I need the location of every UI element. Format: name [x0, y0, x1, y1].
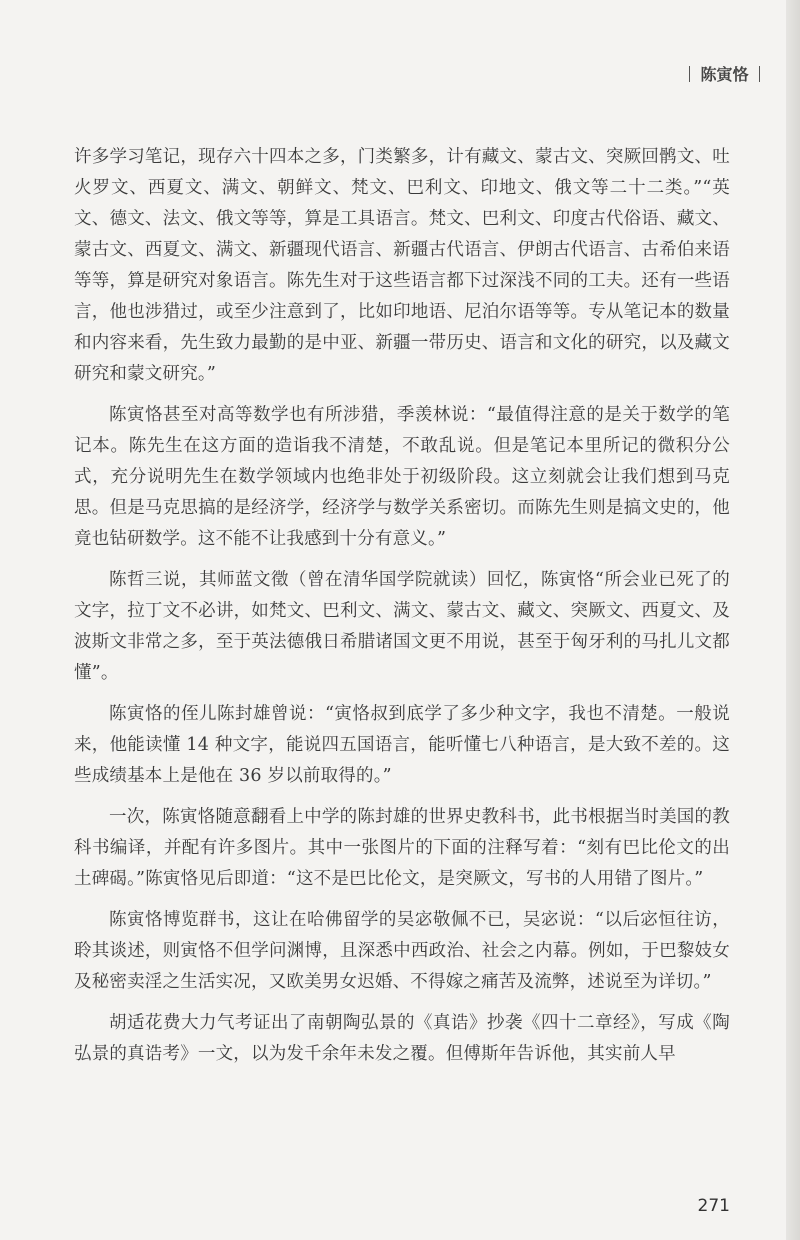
body-text: [74, 142, 730, 1070]
paragraph: 陈寅恪甚至对高等数学也有所涉猎，季羡林说：“最值得注意的是关于数学的笔记本。陈先生在这方面的造诣我不清楚，不敢乱说。但是笔记本里所记的微积分公式，充分说明先生在数学领域内也绝非处于初级阶段。这立刻就会让我们想到马克思。但是马克思搞的是经济学，经济学与数学关系密切。而陈先生则是搞文史的，他竟也钻研数学。这不能不让我感到十分有意义。”: [74, 405, 730, 549]
paragraph: 陈哲三说，其师蓝文徵（曾在清华国学院就读）回忆，陈寅恪“所会业已死了的文字，拉丁文不必讲，如梵文、巴利文、满文、蒙古文、藏文、突厥文、西夏文、及波斯文非常之多，至于英法德俄日希腊诸国文更不用说，甚至于匈牙利的马扎儿文都懂”。: [74, 570, 730, 683]
paragraph: 胡适花费大力气考证出了南朝陶弘景的《真诰》抄袭《四十二章经》，写成《陶弘景的真诰考》一文，以为发千余年未发之覆。但傅斯年告诉他，其实前人早: [74, 1013, 730, 1064]
paragraph: 一次，陈寅恪随意翻看上中学的陈封雄的世界史教科书，此书根据当时美国的教科书编译，并配有许多图片。其中一张图片的下面的注释写着：“刻有巴比伦文的出土碑碣。”陈寅恪见后即道：“这不是巴比伦文，是突厥文，写书的人用错了图片。”: [74, 807, 730, 889]
running-head: [689, 62, 760, 85]
page-number: 271: [697, 1196, 730, 1216]
divider: [759, 66, 761, 82]
paragraph: 陈寅恪博览群书，这让在哈佛留学的吴宓敬佩不已，吴宓说：“以后宓恒往访，聆其谈述，则寅恪不但学问渊博，且深悉中西政治、社会之内幕。例如，于巴黎妓女及秘密卖淫之生活实况，又欧美男女迟婚、不得嫁之痛苦及流弊，述说至为详切。”: [74, 910, 730, 992]
paragraph: 许多学习笔记，现存六十四本之多，门类繁多，计有藏文、蒙古文、突厥回鹘文、吐火罗文、西夏文、满文、朝鲜文、梵文、巴利文、印地文、俄文等二十二类。”“英文、德文、法文、俄文等等，算是工具语言。梵文、巴利文、印度古代俗语、藏文、蒙古文、西夏文、满文、新疆现代语言、新疆古代语言、伊朗古代语言、古希伯来语等等，算是研究对象语言。陈先生对于这些语言都下过深浅不同的工夫。还有一些语言，他也涉猎过，或至少注意到了，比如印地语、尼泊尔语等等。专从笔记本的数量和内容来看，先生致力最勤的是中亚、新疆一带历史、语言和文化的研究，以及藏文研究和蒙文研究。”: [74, 147, 730, 384]
paragraph: 陈寅恪的侄儿陈封雄曾说：“寅恪叔到底学了多少种文字，我也不清楚。一般说来，他能读懂 14 种文字，能说四五国语言，能听懂七八种语言，是大致不差的。这些成绩基本上是他在 36 岁以前取得的。”: [74, 704, 730, 786]
chapter-title: 陈寅恪: [700, 65, 749, 84]
book-gutter: [786, 0, 800, 1240]
divider: [689, 66, 691, 82]
